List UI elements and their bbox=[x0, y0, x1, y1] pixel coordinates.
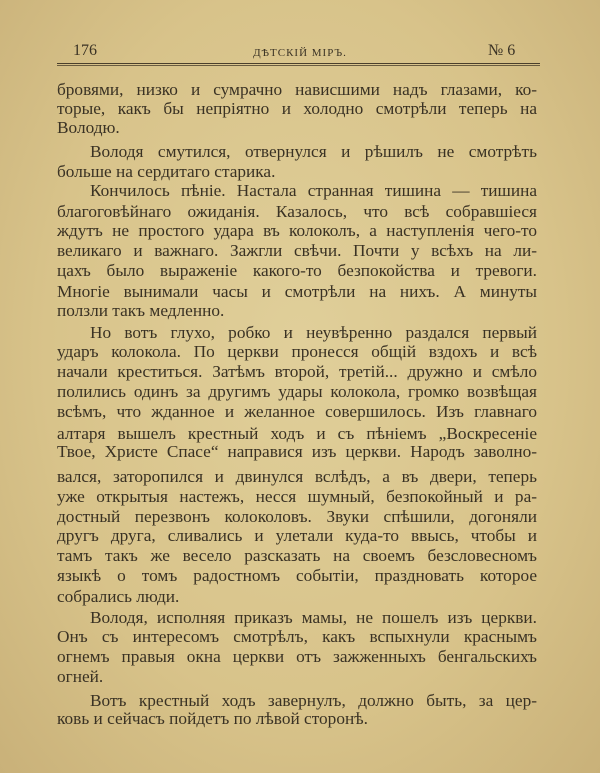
text-line: алтаря вышелъ крестный ходъ и съ пѣніемъ „Воскресеніе bbox=[57, 424, 537, 443]
text-line: торые, какъ бы непріятно и холодно смотрѣли теперь на bbox=[57, 99, 537, 118]
text-line: ковь и сейчасъ пойдетъ по лѣвой сторонѣ. bbox=[57, 709, 368, 728]
text-line: Многіе вынимали часы и смотрѣли на нихъ. А минуты bbox=[57, 282, 537, 301]
text-line: Володя, исполняя приказъ мамы, не пошелъ изъ церкви. bbox=[90, 608, 537, 627]
text-line: больше на сердитаго старика. bbox=[57, 162, 276, 181]
text-line: полились одинъ за другимъ удары колокола, громко возвѣщая bbox=[57, 382, 537, 401]
text-line: другъ друга, сливались и улетали куда-то ввысь, чтобы и bbox=[57, 526, 537, 545]
issue-number: № 6 bbox=[488, 42, 516, 59]
text-line: ползли такъ медленно. bbox=[57, 301, 225, 320]
text-line: вался, заторопился и двинулся вслѣдъ, а въ двери, теперь bbox=[57, 467, 537, 486]
text-line: Вотъ крестный ходъ завернулъ, должно быть, за цер- bbox=[90, 691, 537, 710]
text-line: огней. bbox=[57, 667, 104, 686]
text-line: языкѣ о томъ радостномъ событіи, праздновать которое bbox=[57, 566, 537, 585]
text-line: ударъ колокола. По церкви пронесся общій вздохъ и всѣ bbox=[57, 342, 537, 361]
text-line: Кончилось пѣніе. Настала странная тишина — тишина bbox=[90, 181, 537, 200]
text-line: ждутъ не простого удара въ колоколъ, а наступленія чего-то bbox=[57, 221, 537, 240]
text-line: Но вотъ глухо, робко и неувѣренно раздался первый bbox=[90, 323, 537, 342]
text-line: цахъ было выраженіе какого-то безпокойства и тревоги. bbox=[57, 261, 537, 280]
header-rule bbox=[57, 63, 540, 66]
page-number: 176 bbox=[73, 42, 97, 59]
running-title: ДѢТСКІЙ МІРЪ. bbox=[253, 47, 347, 59]
text-line: начали креститься. Затѣмъ второй, третій... дружно и смѣло bbox=[57, 362, 537, 381]
text-line: великаго и важнаго. Зажгли свѣчи. Почти у всѣхъ на ли- bbox=[57, 241, 537, 260]
text-line: всѣмъ, что жданное и желанное совершилось. Изъ главнаго bbox=[57, 402, 537, 421]
text-line: благоговѣйнаго ожиданія. Казалось, что всѣ собравшіеся bbox=[57, 202, 537, 221]
text-line: Онъ съ интересомъ смотрѣлъ, какъ вспыхнули краснымъ bbox=[57, 627, 537, 646]
text-line: уже открытыя настежъ, несся шумный, безпокойный и ра- bbox=[57, 487, 537, 506]
text-line: Твое, Христе Спасе“ направися изъ церкви. Народъ заволно- bbox=[57, 442, 537, 461]
text-line: Володю. bbox=[57, 118, 120, 137]
text-line: тамъ такъ же весело разсказать на своемъ безсловесномъ bbox=[57, 546, 537, 565]
text-line: бровями, низко и сумрачно нависшими надъ глазами, ко- bbox=[57, 80, 537, 99]
text-line: огнемъ правыя окна церкви отъ зажженныхъ бенгальскихъ bbox=[57, 647, 537, 666]
text-line: собрались люди. bbox=[57, 587, 180, 606]
text-line: Володя смутился, отвернулся и рѣшилъ не смотрѣть bbox=[90, 142, 537, 161]
text-line: достный перезвонъ колоколовъ. Звуки спѣшили, догоняли bbox=[57, 507, 537, 526]
